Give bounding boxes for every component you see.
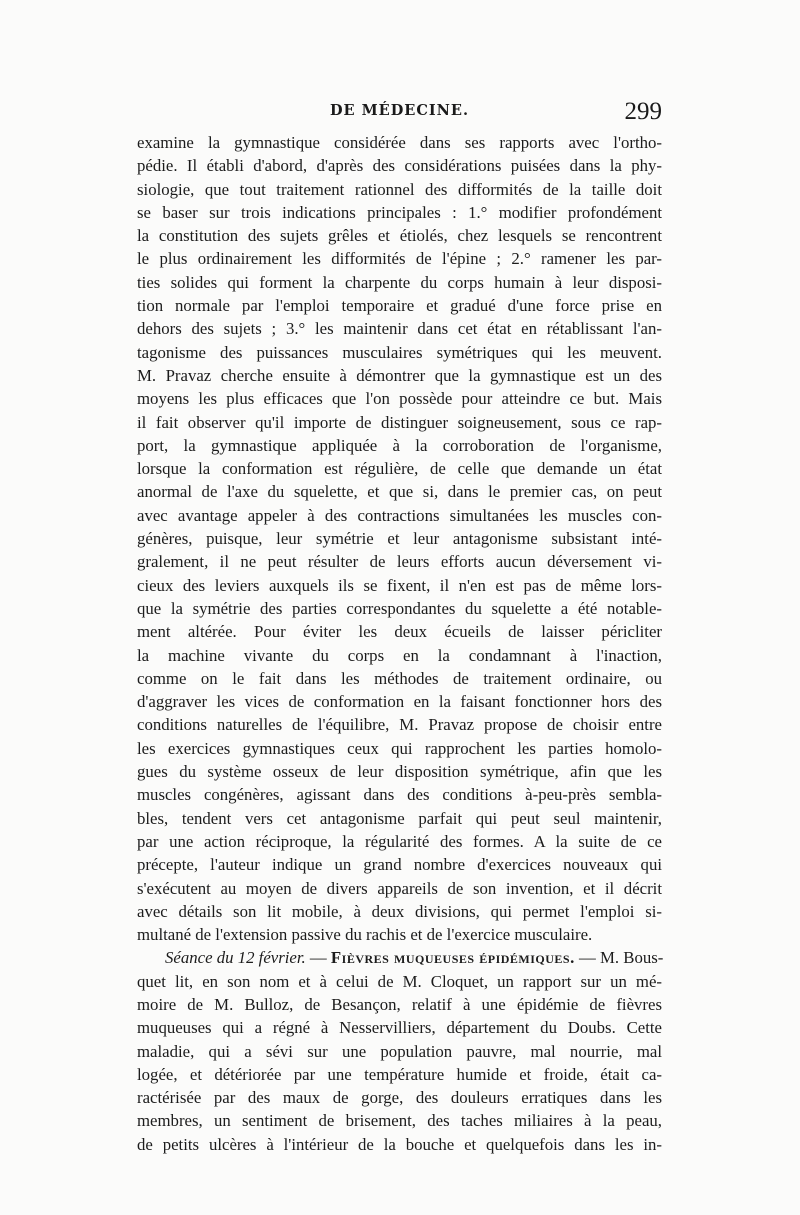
text-line: ties solides qui forment la charpente du corps humain à leur disposi- (137, 272, 662, 292)
page-header (137, 98, 662, 128)
text-line: le plus ordinairement les difformités de l'épine ; 2.° ramener les par- (137, 249, 662, 269)
text-line: dehors des sujets ; 3.° les maintenir dans cet état en rétablissant l'an- (137, 319, 662, 339)
page-number: 299 (624, 98, 662, 125)
text-line: lorsque la conformation est régulière, de celle que demande un état (137, 459, 662, 479)
text-line: quet lit, en son nom et à celui de M. Cloquet, un rapport sur un mé- (137, 971, 662, 991)
text-line: cieux des leviers auxquels ils se fixent, il n'en est pas de même lors- (137, 575, 662, 595)
text-line: pédie. Il établi d'abord, d'après des considérations puisées dans la phy- (137, 156, 662, 176)
text-line: ractérisée par des maux de gorge, des douleurs erratiques dans les (137, 1088, 662, 1108)
text-line: moire de M. Bulloz, de Besançon, relatif à une épidémie de fièvres (137, 994, 662, 1014)
session-heading-line (137, 946, 662, 969)
session-text: M. Bous- (599, 948, 664, 968)
text-line: M. Pravaz cherche ensuite à démontrer que la gymnastique est un des (137, 365, 662, 385)
text-line: les exercices gymnastiques ceux qui rapprochent les parties homolo- (137, 738, 662, 758)
em-dash: — (574, 948, 600, 968)
text-line: gues du système osseux de leur disposition symétrique, afin que les (137, 762, 662, 782)
body-text (137, 131, 662, 1156)
text-line: logée, et détériorée par une température humide et froide, était ca- (137, 1064, 662, 1084)
text-line: la constitution des sujets grêles et étiolés, chez lesquels se rencontrent (137, 226, 662, 246)
session-date: Séance du 12 février. (165, 948, 306, 968)
text-line: bles, tendent vers cet antagonisme parfait qui peut seul maintenir, (137, 808, 662, 828)
text-line: que la symétrie des parties correspondantes du squelette a été notable- (137, 598, 662, 618)
text-line: muscles congénères, agissant dans des conditions à-peu-près sembla- (137, 785, 662, 805)
text-line: se baser sur trois indications principales : 1.° modifier profondément (137, 202, 662, 222)
text-line: anormal de l'axe du squelette, et que si, dans le premier cas, on peut (137, 482, 662, 502)
text-line: gralement, il ne peut résulter de leurs efforts aucun déversement vi- (137, 552, 662, 572)
text-line: multané de l'extension passive du rachis et de l'exercice musculaire. (137, 925, 593, 945)
running-head: DE MÉDECINE. (329, 102, 470, 119)
text-line: ment altérée. Pour éviter les deux écueils de laisser péricliter (137, 622, 662, 642)
text-line: siologie, que tout traitement rationnel des difformités de la taille doit (137, 179, 662, 199)
text-line: génères, puisque, leur symétrie et leur antagonisme subsistant inté- (137, 529, 662, 549)
text-line: de petits ulcères à l'intérieur de la bouche et quelquefois dans les in- (137, 1134, 662, 1154)
text-line: d'aggraver les vices de conformation en la faisant fonctionner hors des (137, 692, 662, 712)
text-line: muqueuses qui a régné à Nesservilliers, département du Doubs. Cette (137, 1018, 662, 1038)
text-line: tagonisme des puissances musculaires symétriques qui les meuvent. (137, 342, 662, 362)
text-line: avec détails son lit mobile, à deux divisions, qui permet l'emploi si- (137, 901, 662, 921)
text-line: avec avantage appeler à des contractions simultanées les muscles con- (137, 505, 662, 525)
text-line: maladie, qui a sévi sur une population pauvre, mal nourrie, mal (137, 1041, 662, 1061)
text-line: par une action réciproque, la régularité des formes. A la suite de ce (137, 831, 662, 851)
text-line: membres, un sentiment de brisement, des taches miliaires à la peau, (137, 1111, 662, 1131)
text-line: il fait observer qu'il importe de distinguer soigneusement, sous ce rap- (137, 412, 662, 432)
text-line: port, la gymnastique appliquée à la corroboration de l'organisme, (137, 435, 662, 455)
text-line: tion normale par l'emploi temporaire et gradué d'une force prise en (137, 296, 662, 316)
text-line: conditions naturelles de l'équilibre, M. Pravaz propose de choisir entre (137, 715, 662, 735)
text-line: s'exécutent au moyen de divers appareils de son invention, et il décrit (137, 878, 662, 898)
text-line: la machine vivante du corps en la condamnant à l'inaction, (137, 645, 662, 665)
session-topic: Fièvres muqueuses épidémiques. (330, 948, 575, 968)
text-line: comme on le fait dans les méthodes de traitement ordinaire, ou (137, 668, 662, 688)
em-dash: — (305, 948, 331, 968)
text-line: examine la gymnastique considérée dans ses rapports avec l'ortho- (137, 133, 662, 152)
text-line: précepte, l'auteur indique un grand nombre d'exercices nouveaux qui (137, 855, 662, 875)
text-line: moyens les plus efficaces que l'on possède pour atteindre ce but. Mais (137, 389, 662, 409)
